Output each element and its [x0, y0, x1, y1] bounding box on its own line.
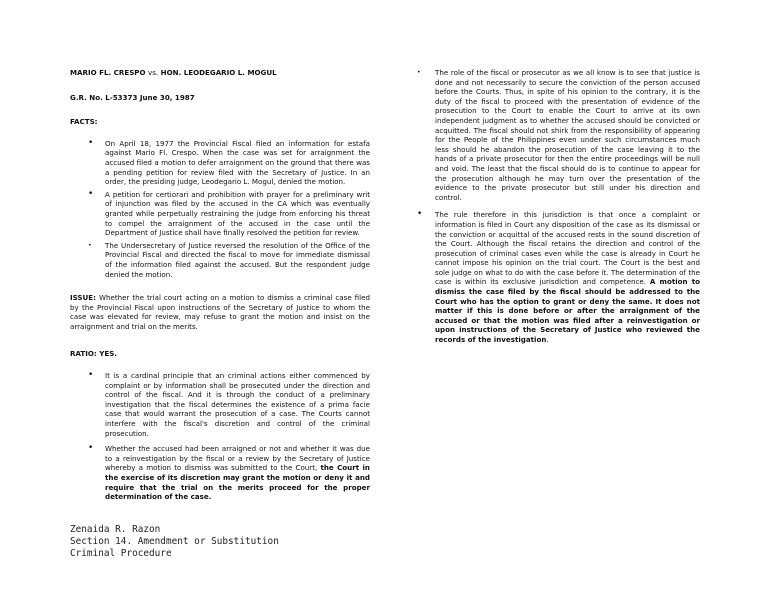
ratio-item-bold-text: the Court in the exercise of its discretion may grant the motion or deny it and require that the trial on the merits proceed for the proper determination of the case.	[105, 463, 370, 502]
facts-item-text: The Undersecretary of Justice reversed the resolution of the Office of the Provincial Fiscal and directed the fiscal to move for immediate dismissal of the information filed against the accused. But the respondent judge denied the motion.	[105, 240, 370, 279]
facts-item	[70, 241, 370, 279]
footer-author: Zenaida R. Razon	[70, 524, 161, 535]
bullet-icon: •	[88, 188, 94, 199]
ratio-heading: RATIO: YES.	[70, 349, 118, 359]
right-column	[415, 68, 700, 353]
ratio-continued-item	[415, 210, 700, 344]
left-column	[70, 68, 370, 508]
page-footer	[70, 524, 279, 560]
ratio-continued-bold-text: A motion to dismiss the case filed by the fiscal should be addressed to the Court who has the option to grant or deny the same. It does not matter if this is done before or after the arraignment of the accused or that the motion was filed after a reinvestigation or upon instructions of the Secretary of Justice who reviewed the records of the investigation	[435, 277, 700, 345]
case-vs: vs.	[148, 68, 159, 77]
bullet-icon: •	[417, 69, 421, 76]
issue-text: Whether the trial court acting on a motion to dismiss a criminal case filed by the Provincial Fiscal upon instructions of the Secretary of Justice to whom the case was elevated for review, may refuse to grant the motion and insist on the arraignment and trial on the merits.	[70, 293, 370, 331]
bullet-icon: •	[417, 209, 423, 220]
bullet-icon: •	[88, 443, 94, 454]
footer-section: Section 14. Amendment or Substitution	[70, 536, 279, 547]
issue-label: ISSUE:	[70, 293, 96, 303]
ratio-item	[70, 444, 370, 502]
ratio-continued-item	[415, 68, 700, 202]
facts-item-text: On April 18, 1977 the Provincial Fiscal filed an information for estafa against Mario Fl. Crespo. When the case was set for arraignment the accused filed a motion to defer arraignment on the ground that there was a pending petition for review filed with the Secretary of Justice. In an order, the presiding judge, Leodegario L. Mogul, denied the motion.	[105, 138, 370, 187]
facts-item	[70, 139, 370, 187]
facts-heading: FACTS:	[70, 117, 98, 127]
case-party-respondent: HON. LEODEGARIO L. MOGUL	[160, 68, 277, 77]
ratio-continued-text: The role of the fiscal or prosecutor as we all know is to see that justice is done and not necessarily to secure the conviction of the person accused before the Courts. Thus, in spite of his opinion to the contrary, it is the duty of the fiscal to proceed with the presentation of evidence of the prosecution to the Court to enable the Court to arrive at its own independent judgment as to whether the accused should be convicted or acquitted. The fiscal should not shirk from the responsibility of appearing for the People of the Philippines even under such circumstances much less should he abandon the prosecution of the case leaving it to the hands of a private prosecutor for then the entire proceedings will be null and void. The least that the fiscal should do is to continue to appear for the prosecution although he may turn over the presentation of the evidence to the private prosecutor but still under his direction and control.	[435, 68, 700, 202]
case-gr-number: G.R. No. L-53373 June 30, 1987	[70, 92, 195, 102]
ratio-list	[70, 371, 370, 502]
case-party-petitioner: MARIO FL. CRESPO	[70, 68, 146, 77]
facts-item	[70, 190, 370, 238]
issue-paragraph	[70, 293, 370, 331]
ratio-item	[70, 371, 370, 438]
ratio-continued-list	[415, 68, 700, 345]
case-title	[70, 68, 370, 78]
ratio-continued-tail: .	[546, 335, 549, 345]
facts-list	[70, 139, 370, 279]
ratio-item-text: Whether the accused had been arraigned or not and whether it was due to a reinvestigation by the fiscal or a review by the Secretary of Justice whereby a motion to dismiss was submitted to the Court,	[105, 444, 370, 473]
footer-subject: Criminal Procedure	[70, 548, 172, 559]
ratio-continued-text: The rule therefore in this jurisdiction is that once a complaint or information is filed in Court any disposition of the case as its dismissal or the conviction or acquittal of the accused rests in the sound discretion of the Court. Although the fiscal retains the direction and control of the prosecution of criminal cases even while the case is already in Court he cannot impose his opinion on the trial court. The Court is the best and sole judge on what to do with the case before it. The determination of the case is within its exclusive jurisdiction and competence.	[435, 210, 700, 287]
bullet-icon: •	[88, 137, 94, 148]
bullet-icon: •	[88, 370, 94, 381]
ratio-item-text: It is a cardinal principle that an criminal actions either commenced by complaint or by information shall be prosecuted under the direction and control of the fiscal. And it is through the conduct of a preliminary investigation that the fiscal determines the existence of a prima facie case that would warrant the prosecution of a case. The Courts cannot interfere with the fiscal's discretion and control of the criminal prosecution.	[105, 371, 370, 438]
facts-item-text: A petition for certiorari and prohibition with prayer for a preliminary writ of injunction was filed by the accused in the CA which was eventually granted while perpetually restraining the judge from enforcing his threat to compel the arraignment of the accused in the case until the Department of Justice shall have finally resolved the petition for review.	[105, 189, 370, 238]
bullet-icon: •	[88, 241, 92, 249]
